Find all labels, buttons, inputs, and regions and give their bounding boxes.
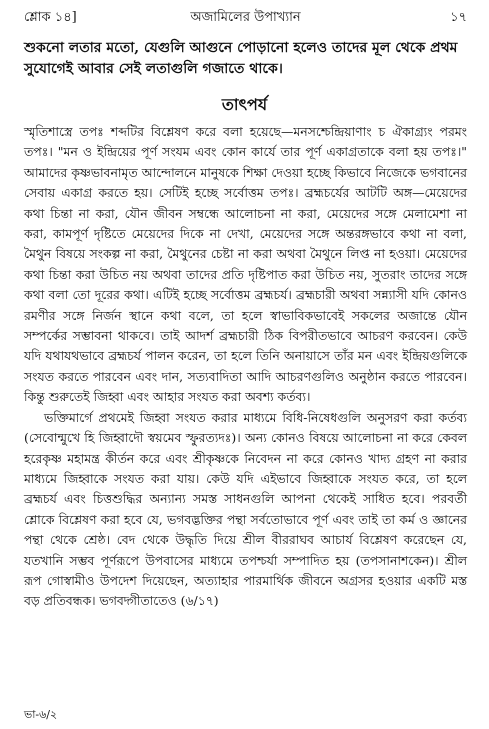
purport-paragraph: স্মৃতিশাস্ত্রে তপঃ শব্দটির বিশ্লেষণ করে বলা হয়েছে—মনসশ্চেন্দ্রিয়াণাং চ ঐকাগ্র্যং পরমং তপঃ। "মন ও ইন্দ্রিয়ের পূর্ণ সংযম এবং কোন কার্যে তার পূর্ণ একাগ্রতাকে বলা হয় তপঃ।" আমাদের কৃষ্ণভাবনামৃত আন্দোলনে মানুষকে শিক্ষা দেওয়া হচ্ছে কিভাবে নিজেকে ভগবানের সেবায় একাগ্র করতে হয়। সেটিই হচ্ছে সর্বোত্তম তপঃ। ব্রহ্মচর্যের আটটি অঙ্গ—মেয়েদের কথা চিন্তা না করা, যৌন জীবন সম্বন্ধে আলোচনা না করা, মেয়েদের সঙ্গে মেলামেশা না করা, কামপূর্ণ দৃষ্টিতে মেয়েদের দিকে না দেখা, মেয়েদের সঙ্গে অন্তরঙ্গভাবে কথা না বলা, মৈথুন বিষয়ে সংকল্প না করা, মৈথুনের চেষ্টা না করা অথবা মৈথুনে লিপ্ত না হওয়া। মেয়েদের কথা চিন্তা করা উচিত নয় অথবা তাদের প্রতি দৃষ্টিপাত করা উচিত নয়, সুতরাং তাদের সঙ্গে কথা বলা তো দূরের কথা। এটিই হচ্ছে সর্বোত্তম ব্রহ্মচর্য। ব্রহ্মচারী অথবা সন্ন্যাসী যদি কোনও রমণীর সঙ্গে নির্জন স্থানে কথা বলে, তা হলে স্বাভাবিকভাবেই সকলের অজান্তে যৌন সম্পর্কের সম্ভাবনা থাকবে। তাই আদর্শ ব্রহ্মচারী ঠিক বিপরীতভাবে আচরণ করবেন। কেউ যদি যথাযথভাবে ব্রহ্মচর্য পালন করেন, তা হলে তিনি অনায়াসে তাঁর মন এবং ইন্দ্রিয়গুলিকে সংযত করতে পারবেন এবং দান, সত্যবাদিতা আদি আচরণগুলিও অনুষ্ঠান করতে পারবেন। কিন্তু শুরুতেই জিহ্বা এবং আহার সংযত করা অবশ্য কর্তব্য। [24,124,467,405]
running-header [24,8,467,28]
purport-heading: তাৎপর্য [221,95,268,114]
verse-number: শ্লোক ১৪] [24,10,77,25]
purport-paragraph: ভক্তিমার্গে প্রথমেই জিহ্বা সংযত করার মাধ্যমে বিধি-নিষেধগুলি অনুসরণ করা কর্তব্য (সেবোন্মুখে হি জিহ্বাদৌ স্বয়মেব স্ফুরত্যদঃ)। অন্য কোনও বিষয়ে আলোচনা না করে কেবল হরেকৃষ্ণ মহামন্ত্র কীর্তন করে এবং শ্রীকৃষ্ণকে নিবেদন না করে কোনও খাদ্য গ্রহণ না করার মাধ্যমে জিহ্বাকে সংযত করা যায়। কেউ যদি এইভাবে জিহ্বাকে সংযত করে, তা হলে ব্রহ্মচর্য এবং চিত্তশুদ্ধির অন্যান্য সমস্ত সাধনগুলি আপনা থেকেই সাধিত হবে। পরবর্তী শ্লোকে বিশ্লেষণ করা হবে যে, ভগবদ্ভক্তির পন্থা সর্বতোভাবে পূর্ণ এবং তাই তা কর্ম ও জ্ঞানের পন্থা থেকে শ্রেষ্ঠ। বেদ থেকে উদ্ধৃতি দিয়ে শ্রীল বীররাঘব আচার্য বিশ্লেষণ করেছেন যে, যতখানি সম্ভব পূর্ণরূপে উপবাসের মাধ্যমে তপশ্চর্যা সম্পাদিত হয় (তপসানাশকেন)। শ্রীল রূপ গোস্বামীও উপদেশ দিয়েছেন, অত্যাহার পারমার্থিক জীবনে অগ্রসর হওয়ার একটি মস্ত বড় প্রতিবন্ধক। ভগবদ্গীতাতেও (৬/১৭) [24,409,467,609]
translation-text: শুকনো লতার মতো, যেগুলি আগুনে পোড়ানো হলেও তাদের মূল থেকে প্রথম সুযোগেই আবার সেই লতাগুলি গজাতে থাকে। [24,40,458,77]
chapter-title: অজামিলের উপাখ্যান [190,10,301,25]
page-number: ১৭ [450,10,467,25]
purport-body [24,122,467,612]
signature-mark: ভা-৬/২ [24,708,58,721]
